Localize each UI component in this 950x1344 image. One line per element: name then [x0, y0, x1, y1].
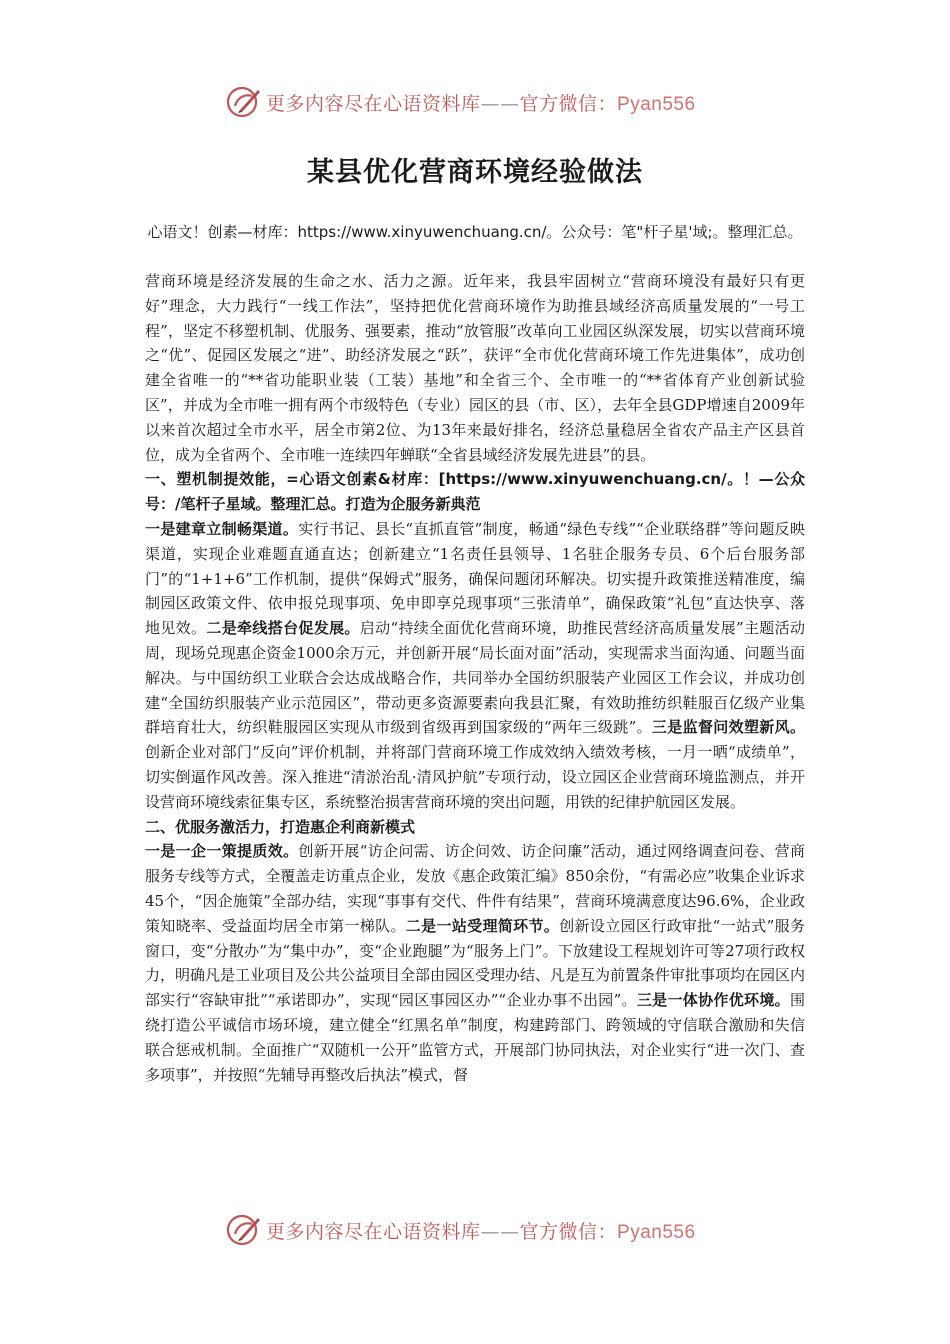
- section-2-lead-2: 二是一站受理简环节。: [405, 916, 560, 935]
- section-1-lead-2: 二是牵线搭台促发展。: [206, 619, 360, 638]
- section-1-text-2: 启动“持续全面优化营商环境，助推民营经济高质量发展”主题活动周，现场兑现惠企资金1000余万元，并创新开展“局长面对面”活动，实现需求当面沟通、问题当面解决。与中国纺织工业联合会达成战略合作，共同举办全国纺织服装产业园区工作会议，并成功创建“全国纺织服装产业示范园区”，带动更多资源要素向我县汇聚，有效助推纺织鞋服百亿级产业集群培育壮大，纺织鞋服园区实现从市级到省级再到国家级的“两年三级跳”。: [145, 619, 805, 737]
- section-1-lead-3: 三是监督问效塑新风。: [651, 718, 805, 737]
- pen-logo-icon: [226, 84, 262, 120]
- section-1-text-1: 实行书记、县长“直抓直管”制度，畅通“绿色专线”“企业联络群”等问题反映渠道，实现企业难题直通直达；创新建立“1名责任县领导、1名驻企服务专员、6个后台服务部门”的“1+1+6”工作机制，提供“保姆式”服务，确保问题闭环解决。切实提升政策推送精准度，编制园区政策文件、依申报兑现事项、免申即享兑现事项“三张清单”，确保政策“礼包”直达快享、落地见效。: [145, 519, 805, 638]
- banner-text: [266, 89, 696, 116]
- section-2-lead-1: 一是一企一策提质效。: [145, 842, 299, 861]
- document-body: [145, 269, 805, 1087]
- pen-logo-icon: [226, 1212, 262, 1248]
- page-title: 某县优化营商环境经验做法: [307, 157, 643, 188]
- banner-label: 官方微信：: [519, 1220, 618, 1243]
- source-line: 心语文！创素—材库：https://www.xinyuwenchuang.cn/。公众号：笔"杆子星'域;。整理汇总。: [147, 223, 803, 241]
- banner-label: 官方微信：: [519, 92, 618, 115]
- section-2-heading: 二、优服务激活力，打造惠企利商新模式: [145, 817, 416, 836]
- header-banner: [226, 84, 746, 120]
- section-1-heading: 一、塑机制提效能，=心语文创素&材库：[https://www.xinyuwenchuang.cn/。！—公众号：/笔杆子星域。整理汇总。打造为企服务新典范: [145, 470, 805, 514]
- intro-paragraph: 营商环境是经济发展的生命之水、活力之源。近年来，我县牢固树立“营商环境没有最好只有更好”理念，大力践行“一线工作法”，坚持把优化营商环境作为助推县域经济高质量发展的“一号工程”，坚定不移塑机制、优服务、强要素，推动“放管服”改革向工业园区纵深发展，切实以营商环境之“优”、促园区发展之“进”、助经济发展之“跃”，获评“全市优化营商环境工作先进集体”，成功创建全省唯一的“**省功能职业装（工装）基地”和全省三个、全市唯一的“**省体育产业创新试验区”，并成为全市唯一拥有两个市级特色（专业）园区的县（市、区），去年全县GDP增速自2009年以来首次超过全市水平，居全市第2位、为13年来最好排名，经济总量稳居全省农产品主产区县首位，成为全省两个、全市唯一连续四年蝉联“全省县域经济发展先进县”的县。: [145, 272, 805, 464]
- section-1-text-3: 创新企业对部门“反向”评价机制，并将部门营商环境工作成效纳入绩效考核，一月一晒“成绩单”，切实倒逼作风改善。深入推进“清淤治乱·清风护航”专项行动，设立园区企业营商环境监测点，并开设营商环境线索征集专区，系统整治损害营商环境的突出问题，用铁的纪律护航园区发展。: [145, 743, 805, 811]
- section-1-paragraph: [145, 517, 805, 815]
- banner-main-text: 更多内容尽在心语资料库: [266, 1220, 481, 1243]
- section-1-lead-1: 一是建章立制畅渠道。: [145, 519, 299, 538]
- section-2-text-1: 创新开展“访企问需、访企问效、访企问廉”活动，通过网络调查问卷、营商服务专线等方式，全覆盖走访重点企业，发放《惠企政策汇编》850余份，“有需必应”收集企业诉求45个，“因企施策”全部办结，实现“事事有交代、件件有结果”，营商环境满意度达96.6%，企业政策知晓率、受益面均居全市第一梯队。: [145, 842, 805, 935]
- footer-banner: [226, 1212, 746, 1248]
- section-2-lead-3: 三是一体协作优环境。: [636, 991, 790, 1010]
- banner-main-text: 更多内容尽在心语资料库: [266, 92, 481, 115]
- banner-separator: ——: [480, 1220, 520, 1243]
- banner-separator: ——: [480, 92, 520, 115]
- banner-wechat-id: Pyan556: [617, 93, 696, 115]
- banner-text: [266, 1217, 696, 1244]
- section-2-text-2: 创新设立园区行政审批“一站式”服务窗口，变“分散办”为“集中办”，变“企业跑腿”为“服务上门”。下放建设工程规划许可等27项行政权力，明确凡是工业项目及公共公益项目全部由园区受理办结、凡是互为前置条件审批事项均在园区内部实行“容缺审批”“承诺即办”，实现“园区事园区办”“企业办事不出园”。: [145, 916, 806, 1010]
- section-2-paragraph: [145, 839, 805, 1087]
- banner-wechat-id: Pyan556: [617, 1221, 696, 1243]
- section-2-text-3: 围绕打造公平诚信市场环境，建立健全“红黑名单”制度，构建跨部门、跨领域的守信联合激励和失信联合惩戒机制。全面推广“双随机一公开”监管方式，开展部门协同执法，对企业实行“进一次门、查多项事”，并按照“先辅导再整改后执法”模式，督: [145, 991, 805, 1084]
